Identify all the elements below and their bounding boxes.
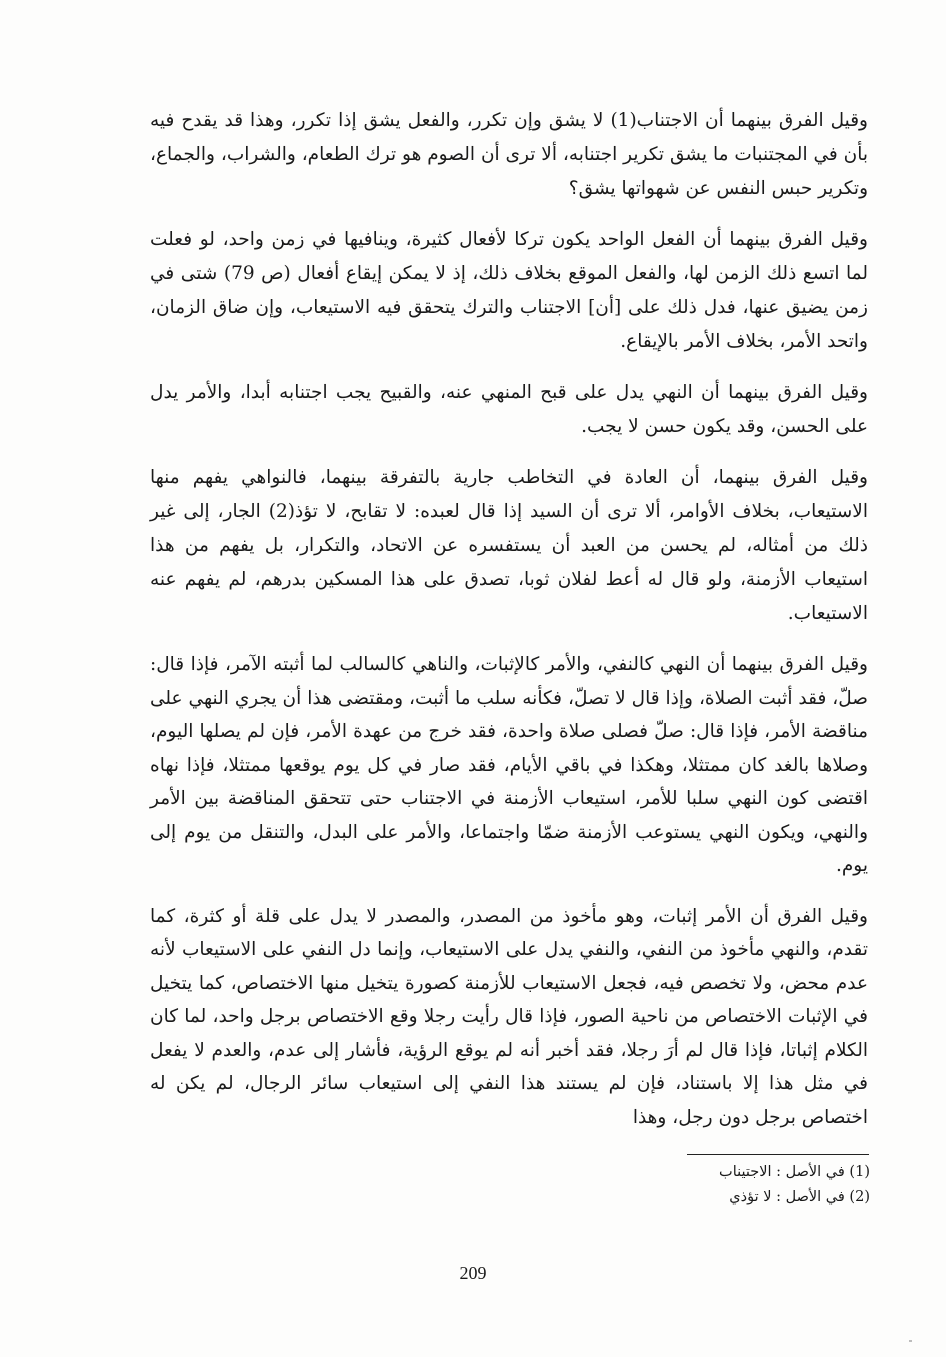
paragraph-1: وقيل الفرق بينهما أن الاجتناب(1) لا يشق وإن تكرر، والفعل يشق إذا تكرر، وهذا قد يقدح فيه بأن في المجتنبات ما يشق تكرير اجتنابه، ألا ترى أن الصوم هو ترك الطعام، والشراب، والجماع، وتكرير حبس النفس عن شهواتها يشق؟: [150, 110, 868, 199]
footnote-1: (1) في الأصل : الاجتيناب: [719, 1164, 870, 1180]
footnotes: [600, 1160, 870, 1210]
scan-speck: [909, 1340, 912, 1342]
paragraph-2: وقيل الفرق بينهما أن الفعل الواحد يكون تركا لأفعال كثيرة، وينافيها في زمن واحد، لو فعلت لما اتسع ذلك الزمن لها، والفعل الموقع بخلاف ذلك، إذ لا يمكن إيقاع أفعال (ص 79) شتى في زمن يضيق عنها، فدل ذلك على [أن] الاجتناب والترك يتحقق فيه الاستيعاب، وإن ضاق الزمان، واتحد الأمر، بخلاف الأمر بالإيقاع.: [150, 229, 869, 352]
paragraph-5: وقيل الفرق بينهما أن النهي كالنفي، والأمر كالإثبات، والناهي كالسالب لما أثبته الآمر، فإذا قال: صلّ، فقد أثبت الصلاة، وإذا قال لا تصلّ، فكأنه سلب ما أثبت، ومقتضى هذا أن يجري النهي على مناقضة الأمر، فإذا قال: صلّ فصلى صلاة واحدة، فقد خرج من عهدة الأمر، فإن لم يصلها اليوم، وصلاها بالغد كان ممتثلا، وهكذا في باقي الأيام، فقد صار في كل يوم يوقعها ممتثلا، فإذا نهاه اقتضى كون النهي سلبا للأمر، استيعاب الأزمنة في الاجتناب حتى تتحقق المناقضة بين الأمر والنهي، ويكون النهي يستوعب الأزمنة ضمّا واجتماعا، والأمر على البدل، والتنقل من يوم إلى يوم.: [150, 654, 868, 876]
main-text: [150, 104, 868, 1151]
paragraph-6: وقيل الفرق أن الأمر إثبات، وهو مأخوذ من المصدر، والمصدر لا يدل على قلة أو كثرة، كما تقدم، والنهي مأخوذ من النفي، والنفي يدل على الاستيعاب، وإنما دل النفي على الاستيعاب لأنه عدم محض، ولا تخصص فيه، فجعل الاستيعاب للأزمنة كصورة يتخيل منها الاختصاص، كما يتخيل في الإثبات الاختصاص من ناحية الصور، فإذا قال رأيت رجلا وقع الاختصاص برجل واحد، لما كان الكلام إثباتا، فإذا قال لم أرَ رجلا، فقد أخبر أنه لم يوقع الرؤية، فأشار إلى عدم، والعدم لا يفعل في مثل هذا إلا باستناد، فإن لم يستند هذا النفي إلى استيعاب سائر الرجال، لم يكن له اختصاص برجل دون رجل، وهذا: [150, 905, 868, 1128]
paragraph-4: وقيل الفرق بينهما، أن العادة في التخاطب جارية بالتفرقة بينهما، فالنواهي يفهم منها الاستيعاب، بخلاف الأوامر، ألا ترى أن السيد إذا قال لعبده: لا تقابح، لا تؤذ(2) الجار، إلى غير ذلك من أمثاله، لم يحسن من العبد أن يستفسره عن الاتحاد، والتكرار، بل يفهم من هذا استيعاب الأزمنة، ولو قال له أعط لفلان ثوبا، تصدق على هذا المسكين بدرهم، لم يفهم عنه الاستيعاب.: [150, 467, 868, 624]
paragraph-3: وقيل الفرق بينهما أن النهي يدل على قبح المنهي عنه، والقبيح يجب اجتنابه أبدا، والأمر يدل على الحسن، وقد يكون حسن لا يجب.: [150, 382, 868, 437]
page-number: 209: [459, 1263, 487, 1283]
footnote-2: (2) في الأصل : لا تؤذي: [729, 1189, 870, 1205]
footnote-separator: [687, 1154, 869, 1155]
